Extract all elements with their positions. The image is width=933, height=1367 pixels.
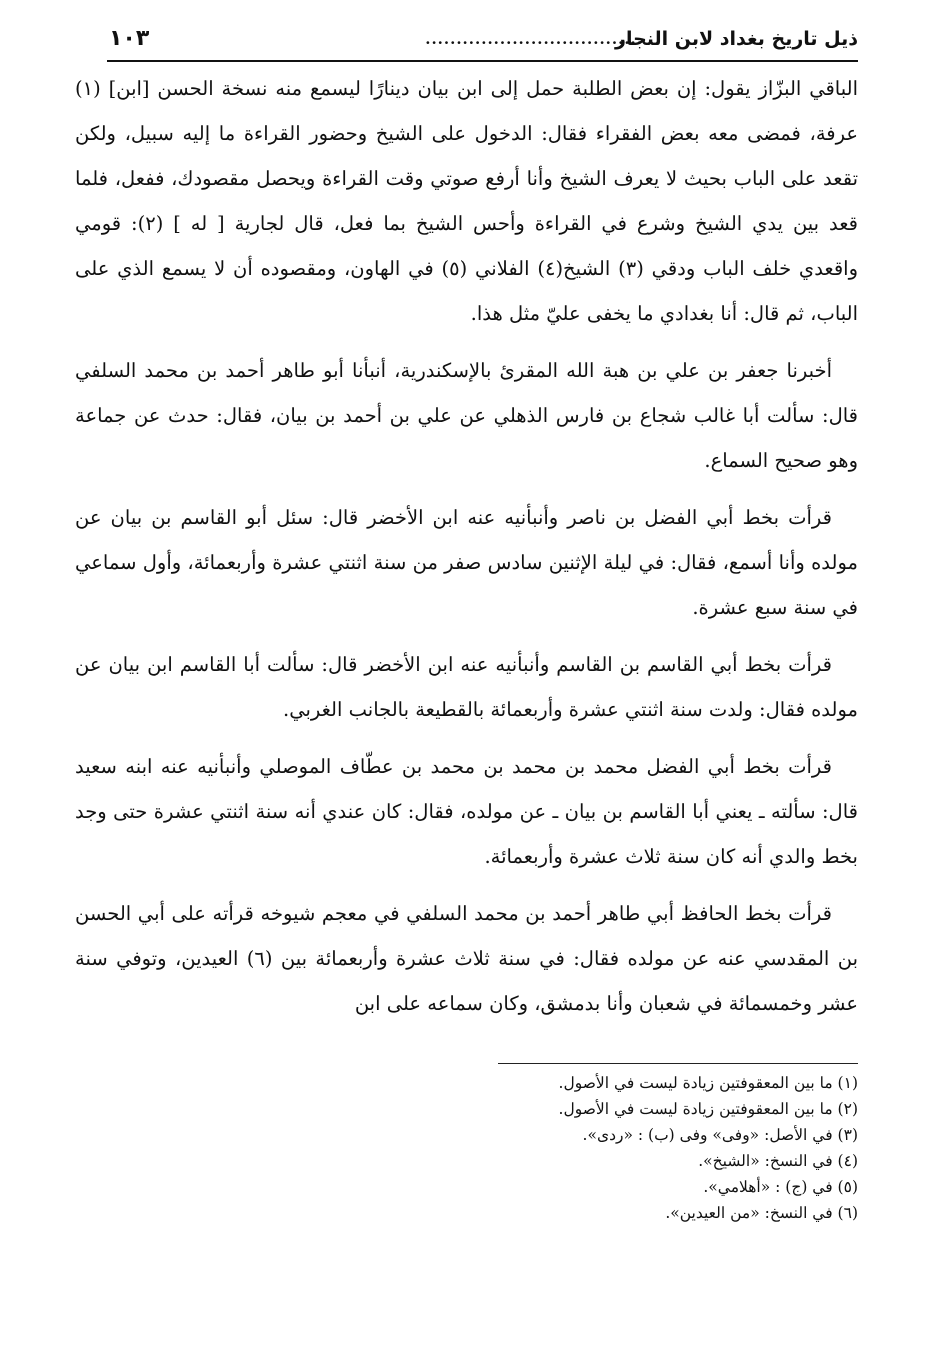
footnotes: [75, 1070, 858, 1226]
footnote: (٢) ما بين المعقوفتين زيادة ليست في الأصول.: [558, 1100, 858, 1118]
footnote: (٥) في (ج) : «أهلامي».: [703, 1178, 858, 1196]
paragraph: قرأت بخط أبي القاسم بن القاسم وأنبأنيه عنه ابن الأخضر قال: سألت أبا القاسم ابن بيان عن مولده فقال: ولدت سنة اثنتي عشرة وأربعمائة بالقطيعة بالجانب الغربي.: [75, 653, 858, 721]
main-text: [75, 66, 858, 1026]
leader-dots: ...................................: [425, 30, 643, 48]
paragraph: قرأت بخط أبي الفضل بن ناصر وأنبأنيه عنه ابن الأخضر قال: سئل أبو القاسم بن بيان عن مولده وأنا أسمع، فقال: في ليلة الإثنين سادس صفر من سنة اثنتي عشرة وأربعمائة، وأول سماعي في سنة سبع عشرة.: [75, 506, 858, 619]
running-title: ذيل تاريخ بغداد لابن النجار: [615, 28, 858, 50]
page-number: ١٠٣: [109, 26, 150, 51]
paragraph: أخبرنا جعفر بن علي بن هبة الله المقرئ بالإسكندرية، أنبأنا أبو طاهر أحمد بن محمد السلفي قال: سألت أبا غالب شجاع بن فارس الذهلي عن علي بن أحمد بن بيان، فقال: حدث عن جماعة وهو صحيح السماع.: [75, 359, 858, 472]
footnote-divider: [498, 1063, 858, 1064]
footnote: (٣) في الأصل: «وفى» وفى (ب) : «ردى».: [582, 1126, 858, 1144]
paragraph: قرأت بخط الحافظ أبي طاهر أحمد بن محمد السلفي في معجم شيوخه قرأته على أبي الحسن بن المقدسي عنه عن مولده فقال: في سنة ثلاث عشرة وأربعمائة بين (٦) العيدين، وتوفي سنة عشر وخمسمائة في شعبان وأنا بدمشق، وكان سماعه على ابن: [75, 902, 858, 1015]
paragraph: قرأت بخط أبي الفضل محمد بن محمد بن محمد بن عطّاف الموصلي وأنبأنيه عنه ابنه سعيد قال: سألته ـ يعني أبا القاسم بن بيان ـ عن مولده، فقال: كان عندي أنه سنة اثنتي عشرة حتى وجد بخط والدي أنه كان سنة ثلاث عشرة وأربعمائة.: [75, 755, 858, 868]
running-header: [107, 24, 858, 62]
paragraph: الباقي البزّاز يقول: إن بعض الطلبة حمل إلى ابن بيان دينارًا ليسمع منه نسخة الحسن [ابن] (١) عرفة، فمضى معه بعض الفقراء فقال: الدخول على الشيخ وحضور القراءة ما إليه سبيل، ولكن تقعد على الباب بحيث لا يعرف الشيخ وأنا أرفع صوتي وقت القراءة ويحصل مقصودك، ففعل، فلما قعد بين يدي الشيخ وشرع في القراءة وأحس الشيخ بما فعل، قال لجارية [ له ] (٢): قومي واقعدي خلف الباب ودقي (٣) الشيخ(٤) الفلاني (٥) في الهاون، ومقصوده أن لا يسمع الذي على الباب، ثم قال: أنا بغدادي ما يخفى عليّ مثل هذا.: [75, 77, 858, 325]
footnote: (٤) في النسخ: «الشيخ».: [698, 1152, 858, 1170]
footnote: (١) ما بين المعقوفتين زيادة ليست في الأصول.: [558, 1074, 858, 1092]
footnote: (٦) في النسخ: «من العيدين».: [665, 1204, 858, 1222]
